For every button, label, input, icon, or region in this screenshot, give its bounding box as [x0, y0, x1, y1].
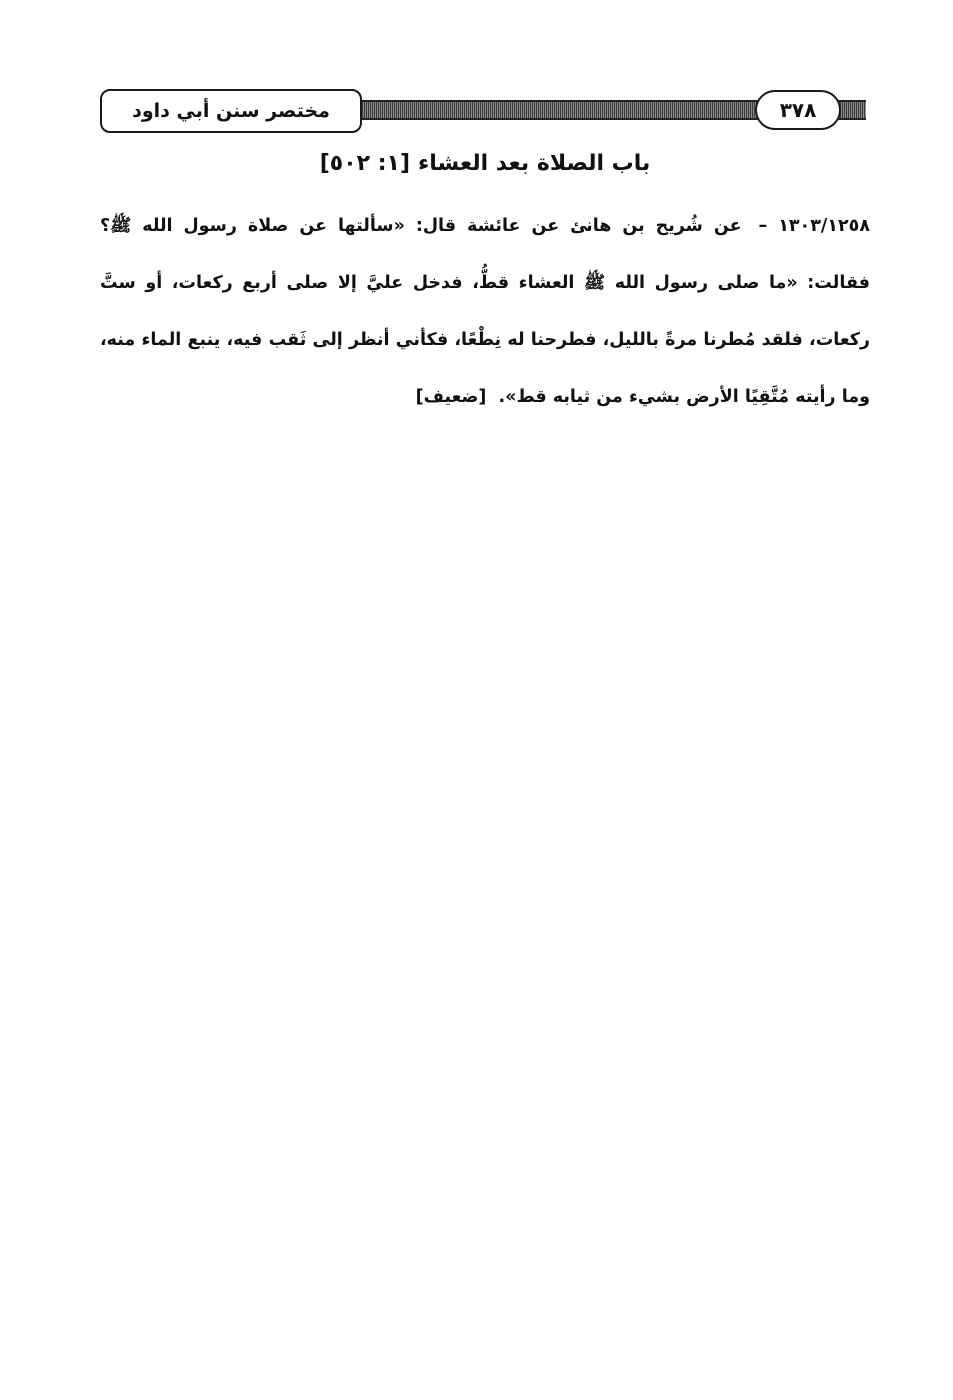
page-number-frame — [755, 90, 841, 130]
hadith-paragraph — [100, 198, 870, 426]
hadith-grade: [ضعيف] — [415, 387, 487, 407]
page-header — [100, 86, 870, 138]
page-number: ٣٧٨ — [779, 98, 817, 122]
chapter-reference: [١: ٥٠٢] — [319, 151, 411, 176]
book-title: مختصر سنن أبي داود — [132, 99, 330, 122]
book-title-frame — [100, 89, 362, 133]
chapter-title: باب الصلاة بعد العشاء — [418, 151, 651, 176]
hadith-text: عن شُريح بن هانئ عن عائشة قال: «سألتها عن صلاة رسول الله ﷺ؟ فقالت: «ما صلى رسول الله ﷺ العشاء قطُّ، فدخل عليَّ إلا صلى أربع ركعات، أو ستَّ ركعات، فلقد مُطرنا مرةً بالليل، فطرحنا له نِطْعًا، فكأني أنظر إلى ثَقب فيه، ينبع الماء منه، وما رأيته مُتَّقِيًا الأرض بشيء من ثيابه قط». — [100, 216, 870, 407]
chapter-heading — [100, 144, 870, 184]
hadith-number: ١٣٠٣/١٢٥٨ – — [758, 216, 871, 236]
